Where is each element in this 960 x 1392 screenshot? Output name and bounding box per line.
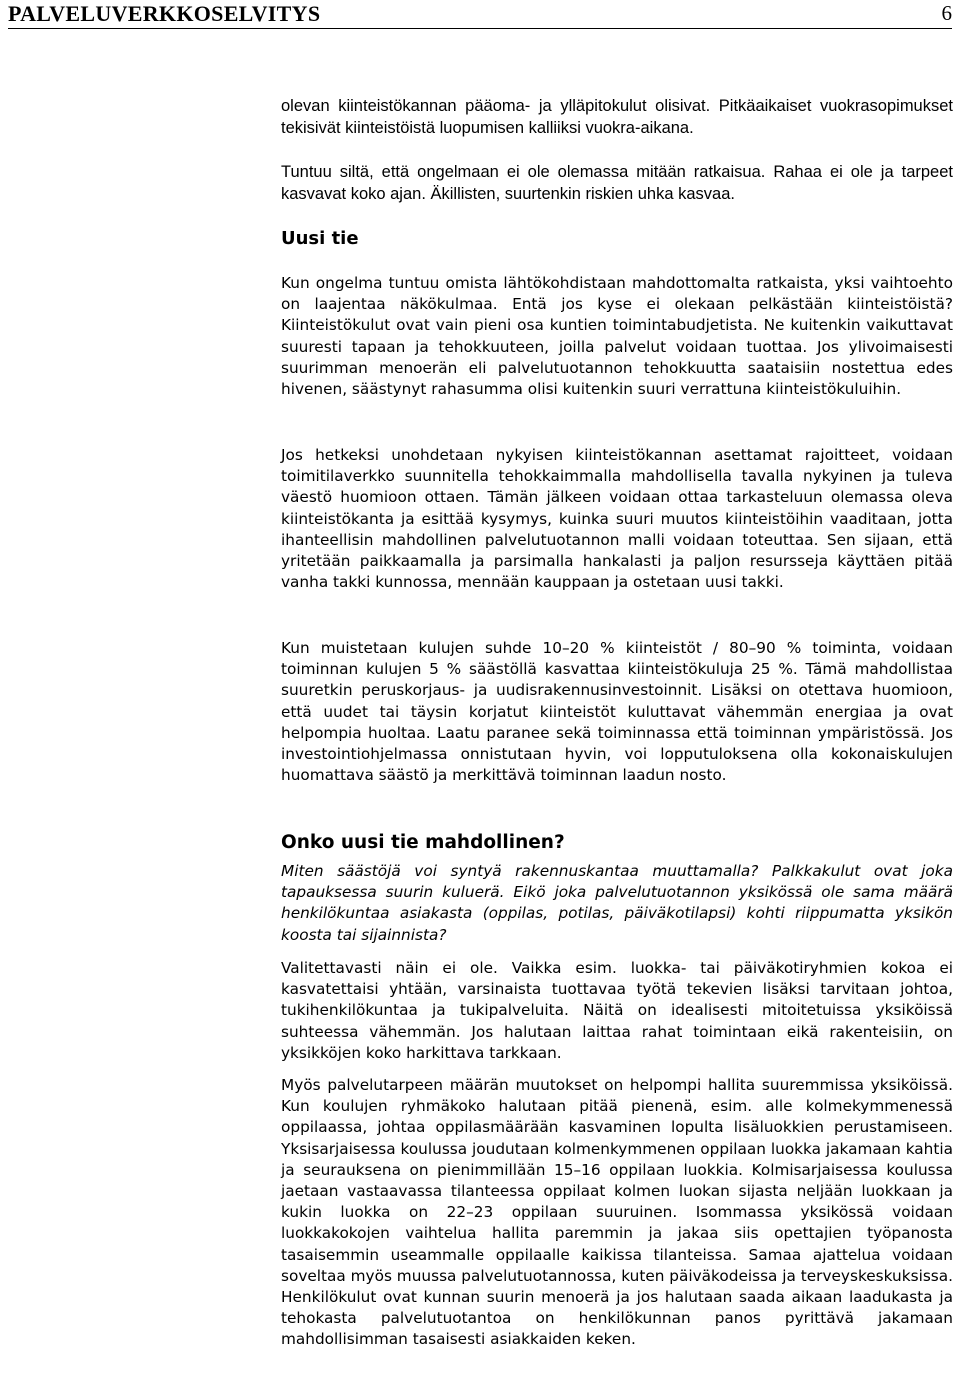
onko-paragraph-2: Myös palvelutarpeen määrän muutokset on helpompi hallita suuremmissa yksiköissä. Kun koulujen ryhmäkoko halutaan pitää pienenä, esim. alle kolmekymmenessä oppilaassa, johtaa oppilasmäärään kasvaminen lopulta lisäluokkien perustamiseen. Yksisarjaisessa koulussa joudutaan kolmenkymmenen oppilaan luokka jakamaan kahtia ja seurauksena on pienimmillään 15–16 oppilaan luokkia. Kolmisarjaisessa koulussa jaetaan vastaavassa tilanteessa oppilaat kolmen luokan sijasta neljään luokkaan ja kukin luokka on 22–23 oppilaan suuruinen. Isommassa yksikössä voidaan luokkakokojen vaihtelua hallita paremmin ja jakaa siis opettajien työpanosta tasaisemmin useammalle oppilaalle kaikissa tilanteissa. Samaa ajattelua voidaan soveltaa myös muussa palvelutuotannossa, kuten päiväkodeissa ja terveyskeskuksissa. Henkilökulut ovat kunnan suurin menoerä ja jos halutaan saada aikaan laadukasta ja tehokasta palvelutuotantoa on henkilökunnan panos pyrittävä jakamaan mahdollisimman tasaisesti asiakkaiden keken. <box>281 1076 953 1349</box>
uusi-tie-paragraph-2: Jos hetkeksi unohdetaan nykyisen kiinteistökannan asettamat rajoitteet, voidaan toimitilaverkko suunnitella tehokkaimmalla mahdollisella tavalla nykyinen ja tuleva väestö huomioon ottaen. Tämän jälkeen voidaan ottaa tarkasteluun olemassa oleva kiinteistökanta ja esittää kysymys, kuinka suuri muutos kiinteistöihin vaaditaan, jotta ihanteellisin mahdollinen palvelutuotannon malli voidaan toteuttaa. Sen sijaan, että yritetään paikkaamalla ja parsimalla hankalasti ja paljon resursseja käyttäen pitää vanha takki kunnossa, mennään kauppaan ja ostetaan uusi takki. <box>281 446 953 592</box>
intro-section <box>281 95 953 139</box>
intro-paragraph-2: Tuntuu siltä, että ongelmaan ei ole olemassa mitään ratkaisua. Rahaa ei ole ja tarpeet kasvavat koko ajan. Äkillisten, suurtenkin riskien uhka kasvaa. <box>281 163 953 203</box>
onko-paragraph-1: Valitettavasti näin ei ole. Vaikka esim. luokka- tai päiväkotiryhmien kokoa ei kasvatettaisi yhtään, varsinaista tuottavaa työtä tekevien lisäksi tarvitaan johtoa, tukihenkilökuntaa ja tukipalveluita. Näitä on idealisesti mitoitetuissa yksiköissä suhteessa vähemmän. Jos halutaan laittaa rahat toimintaan eikä rakenteisiin, on yksikköjen koko harkittava tarkkaan. <box>281 959 953 1062</box>
uusi-tie-p1-wrap <box>281 273 953 400</box>
onko-heading-wrap <box>281 832 953 853</box>
intro-paragraph-1: olevan kiinteistökannan pääoma- ja ylläpitokulut olisivat. Pitkäaikaiset vuokrasopimukset tekisivät kiinteistöistä luopumisen kalliiksi vuokra-aikana. <box>281 97 953 137</box>
section-heading-uusi-tie: Uusi tie <box>281 228 359 249</box>
section-heading-onko: Onko uusi tie mahdollinen? <box>281 832 565 853</box>
document-title: PALVELUVERKKOSELVITYS <box>8 1 321 26</box>
uusi-tie-paragraph-3: Kun muistetaan kulujen suhde 10–20 % kiinteistöt / 80–90 % toiminta, voidaan toiminnan kulujen 5 % säästöllä kasvattaa kiinteistökuluja 25 %. Tämä mahdollistaa suuretkin peruskorjaus- ja uudisrakennusinvestoinnit. Lisäksi on otettava huomioon, että uudet tai täysin korjatut kiinteistöt kuluttavat vähemmän energiaa ja ovat helpompia huoltaa. Laatu paranee sekä toiminnassa että toiminnan ympäristössä. Jos investointiohjelmassa onnistutaan hyvin, voi lopputuloksena olla kokonaiskulujen huomattava säästö ja merkittävä toiminnan laadun nosto. <box>281 639 953 785</box>
onko-question: Miten säästöjä voi syntyä rakennuskantaa muuttamalla? Palkkakulut ovat joka tapauksessa suurin kuluerä. Eikö joka palvelutuotannon yksikössä ole sama määrä henkilökuntaa asiakasta (oppilas, potilas, päiväkotilapsi) kohti riippumatta yksikön koosta tai sijainnista? <box>281 862 953 944</box>
uusi-tie-p3-wrap <box>281 638 953 786</box>
page-header <box>8 0 952 29</box>
uusi-tie-heading-wrap <box>281 228 953 249</box>
page-number: 6 <box>941 1 952 25</box>
onko-question-wrap <box>281 861 953 946</box>
intro-section-2 <box>281 161 953 205</box>
onko-p2-wrap <box>281 1075 953 1351</box>
onko-p1-wrap <box>281 958 953 1064</box>
uusi-tie-paragraph-1: Kun ongelma tuntuu omista lähtökohdistaan mahdottomalta ratkaista, yksi vaihtoehto on laajentaa näkökulmaa. Entä jos kyse ei olekaan pelkästään kiinteistöistä? Kiinteistökulut ovat vain pieni osa kuntien toimintabudjetista. Ne kuitenkin vaikuttavat suuresti tapaan ja tehokkuuteen, joilla palvelut voidaan tuottaa. Jos ylivoimaisesti suurimman menoerän eli palvelutuotannon tehokkuutta saataisiin nostettua edes hivenen, säästynyt rahasumma olisi kuitenkin suuri verrattuna kiinteistökuluihin. <box>281 274 953 399</box>
uusi-tie-p2-wrap <box>281 445 953 593</box>
